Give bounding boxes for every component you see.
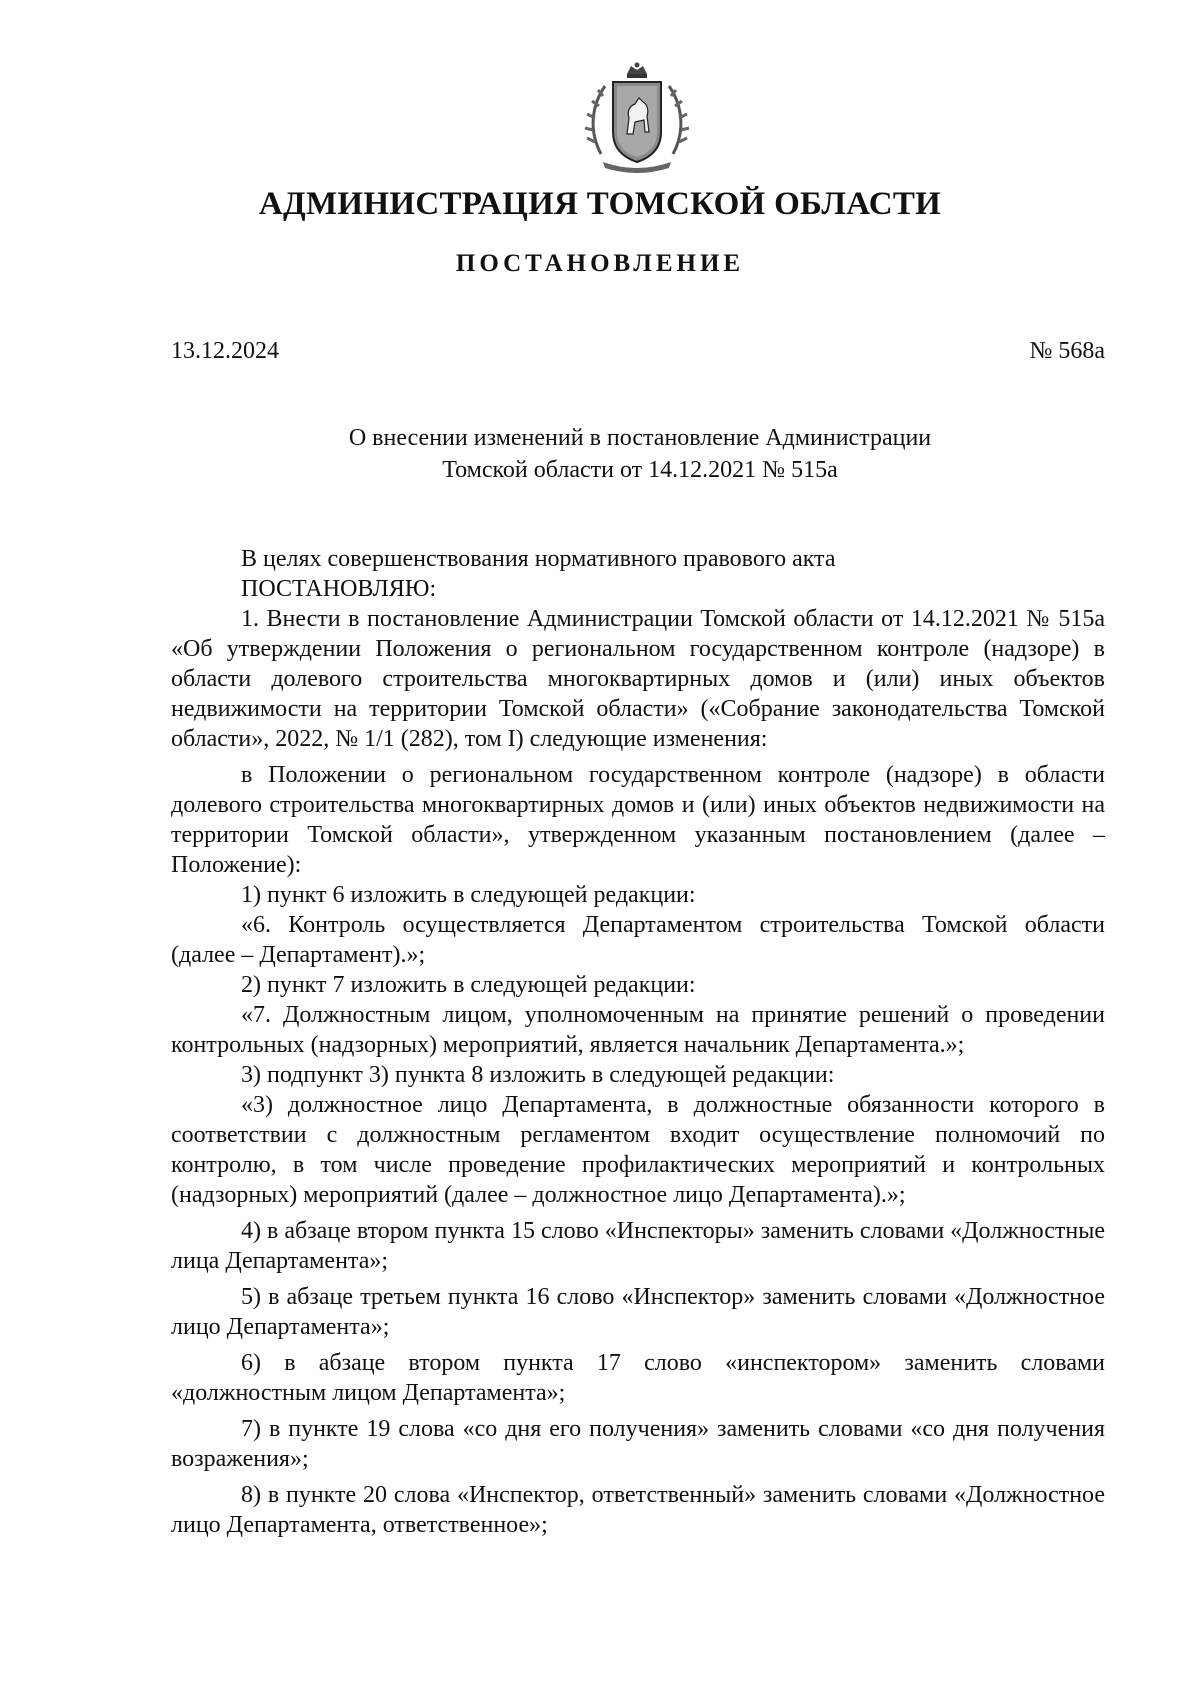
paragraph-purpose: В целях совершенствования нормативного правового акта <box>241 546 836 572</box>
paragraph-sub-7: 7) в пункте 19 слова «со дня его получения» заменить словами «со дня получения возражения»; <box>171 1416 1105 1472</box>
paragraph-clause-7: «7. Должностным лицом, уполномоченным на принятие решений о проведении контрольных (надзорных) мероприятий, является начальник Департамента.»; <box>171 1002 1105 1058</box>
document-subject <box>200 422 1080 486</box>
paragraph-sub-5: 5) в абзаце третьем пункта 16 слово «Инспектор» заменить словами «Должностное лицо Департамента»; <box>171 1284 1105 1340</box>
coat-of-arms-icon <box>583 62 691 174</box>
paragraph-clause-8-3: «3) должностное лицо Департамента, в должностные обязанности которого в соответствии с должностным регламентом входит осуществление полномочий по контролю, в том числе проведение профилактических мероприятий и контрольных (надзорных) мероприятий (далее – должностное лицо Департамента).»; <box>171 1092 1105 1208</box>
paragraph-clause-6: «6. Контроль осуществляется Департаментом строительства Томской области (далее – Департамент).»; <box>171 912 1105 968</box>
paragraph-regulation: в Положении о региональном государственном контроле (надзоре) в области долевого строительства многоквартирных домов и (или) иных объектов недвижимости на территории Томской области», утвержденном указанным постановлением (далее – Положение): <box>171 762 1105 878</box>
document-type: ПОСТАНОВЛЕНИЕ <box>455 250 745 277</box>
paragraph-sub-3: 3) подпункт 3) пункта 8 изложить в следующей редакции: <box>241 1062 835 1088</box>
paragraph-item-1: 1. Внести в постановление Администрации Томской области от 14.12.2021 № 515а «Об утверждении Положения о региональном государственном контроле (надзоре) в области долевого строительства многоквартирных домов и (или) иных объектов недвижимости на территории Томской области» («Собрание законодательства Томской области», 2022, № 1/1 (282), том I) следующие изменения: <box>171 606 1105 752</box>
paragraph-sub-4: 4) в абзаце втором пункта 15 слово «Инспекторы» заменить словами «Должностные лица Департамента»; <box>171 1218 1105 1274</box>
subject-line-2: Томской области от 14.12.2021 № 515а <box>442 457 838 483</box>
document-body <box>171 544 1105 1540</box>
paragraph-sub-6: 6) в абзаце втором пункта 17 слово «инспектором» заменить словами «должностным лицом Департамента»; <box>171 1350 1105 1406</box>
paragraph-sub-2: 2) пункт 7 изложить в следующей редакции: <box>241 972 696 998</box>
document-number: № 568а <box>1029 338 1105 364</box>
document-date: 13.12.2024 <box>171 338 279 364</box>
paragraph-resolve: ПОСТАНОВЛЯЮ: <box>241 576 437 602</box>
subject-line-1: О внесении изменений в постановление Администрации <box>348 425 932 451</box>
paragraph-sub-1: 1) пункт 6 изложить в следующей редакции: <box>241 882 696 908</box>
organization-title: АДМИНИСТРАЦИЯ ТОМСКОЙ ОБЛАСТИ <box>258 186 942 222</box>
paragraph-sub-8: 8) в пункте 20 слова «Инспектор, ответственный» заменить словами «Должностное лицо Департамента, ответственное»; <box>171 1482 1105 1538</box>
